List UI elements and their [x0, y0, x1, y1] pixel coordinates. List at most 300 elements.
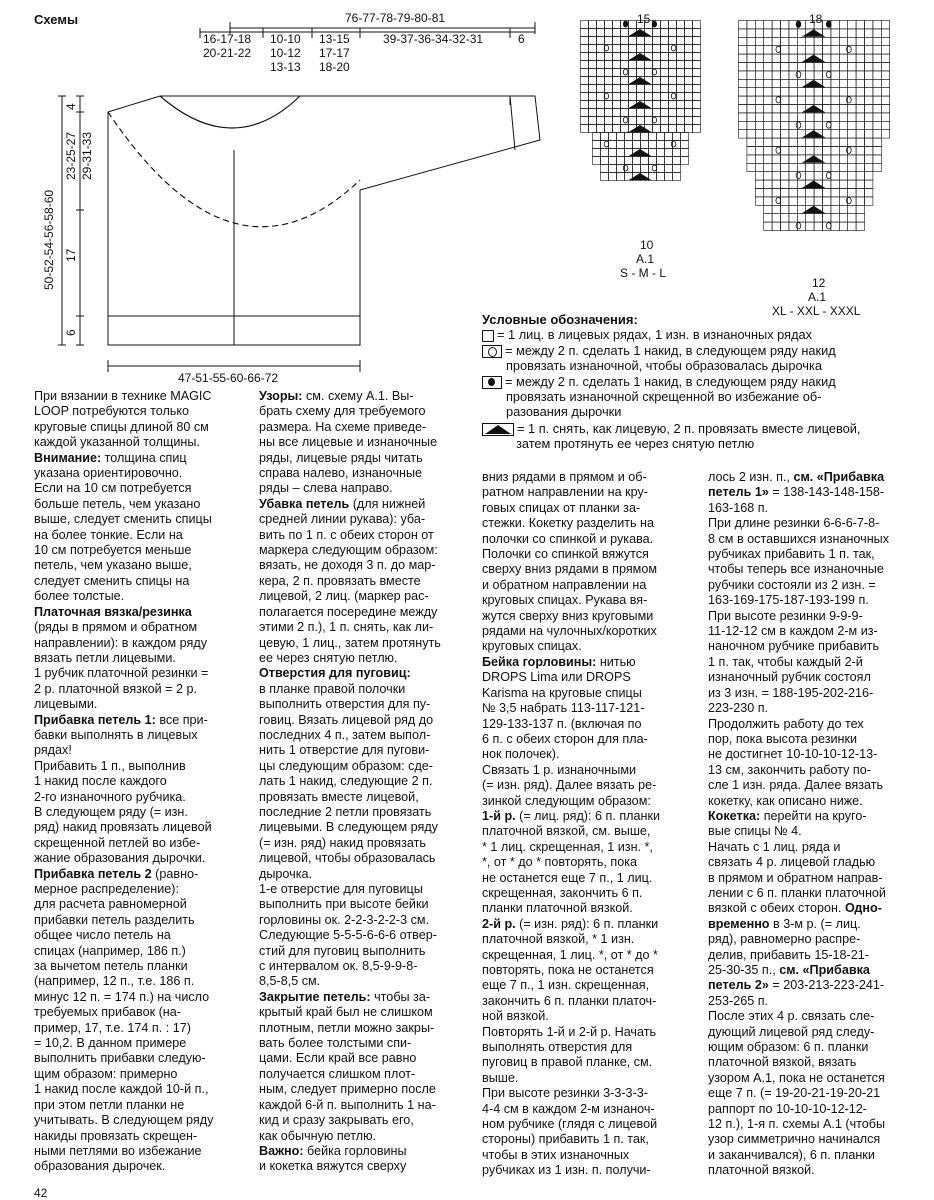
chart-cell	[653, 29, 661, 37]
yarn-over-mark	[652, 69, 656, 75]
chart-cell	[806, 189, 814, 197]
chart-cell	[637, 93, 645, 101]
text-line: При длине резинки 6-6-6-7-8-	[708, 516, 880, 531]
chart-cell	[781, 205, 789, 213]
chart-cell	[589, 85, 597, 93]
text-line: полагается посередине между	[259, 604, 438, 619]
chart-cell	[693, 93, 701, 101]
chart-small-name: A.1	[636, 252, 655, 266]
chart-cell	[848, 180, 856, 188]
text-line: При высоте резинки 9-9-9-	[708, 608, 863, 623]
legend-item-decrease-2: затем протянуть ее через снятую петлю	[516, 436, 755, 451]
chart-cell	[781, 79, 789, 87]
chart-cell	[589, 61, 597, 69]
text-line: После этих 4 р. связать сле-	[708, 1009, 875, 1024]
text-line: скрещенной петлей во избе-	[34, 835, 201, 850]
chart-cell	[831, 197, 839, 205]
chart-cell	[764, 46, 772, 54]
chart-cell	[772, 189, 780, 197]
yarn-over-mark	[671, 141, 675, 147]
text-line: вые спицы № 4.	[708, 824, 802, 839]
text-line: ной вязкой.	[482, 1009, 549, 1024]
chart-large-name: A.1	[808, 290, 827, 304]
square-symbol-icon	[482, 330, 494, 342]
chart-cell	[806, 46, 814, 54]
chart-cell	[831, 37, 839, 45]
chart-cell	[637, 85, 645, 93]
text-line: выполнять отверстия для	[482, 1040, 633, 1055]
text-line: и кокетка вяжутся сверху	[259, 1159, 407, 1174]
chart-cell	[739, 46, 747, 54]
text-line: выполнить при высоте бейки	[259, 897, 429, 912]
chart-cell	[764, 105, 772, 113]
chart-cell	[613, 53, 621, 61]
chart-cell	[823, 163, 831, 171]
chart-cell	[747, 29, 755, 37]
text-line: прибавки петель разделить	[34, 912, 195, 927]
chart-cell	[747, 79, 755, 87]
chart-cell	[865, 180, 873, 188]
decrease-mark	[802, 105, 826, 112]
text-line: минус 12 п. = 174 п.) на число	[34, 989, 210, 1004]
text-line: мерное распределение):	[34, 882, 179, 896]
chart-cell	[764, 197, 772, 205]
yarn-over-mark	[796, 122, 801, 128]
chart-cell	[806, 138, 814, 146]
chart-cell	[772, 172, 780, 180]
yarn-over-mark	[623, 165, 627, 171]
chart-cell	[597, 69, 605, 77]
chart-cell	[661, 93, 669, 101]
chart-cell	[693, 69, 701, 77]
chart-cell	[755, 189, 763, 197]
chart-cell	[601, 133, 609, 141]
yarn-over-mark	[623, 21, 627, 27]
text-line: более толстые.	[34, 589, 125, 604]
text-line: и обратном направлении на	[482, 577, 647, 592]
chart-cell	[669, 29, 677, 37]
text-line: Важно: бейка горловины	[259, 1143, 407, 1158]
text-line: зинкой следующим образом:	[482, 793, 651, 808]
chart-cell	[797, 46, 805, 54]
chart-cell	[772, 155, 780, 163]
chart-cell	[789, 105, 797, 113]
yarn-over-mark	[604, 93, 608, 99]
chart-cell	[669, 69, 677, 77]
text-line: лать 1 накид, следующие 2 п.	[259, 774, 433, 789]
chart-cell	[747, 96, 755, 104]
chart-cell	[823, 147, 831, 155]
chart-cell	[814, 37, 822, 45]
chart-cell	[669, 21, 677, 29]
chart-cell	[609, 141, 617, 149]
text-line: провязать вместе лицевой,	[259, 789, 419, 804]
text-line: ряд), равномерно распре-	[708, 932, 861, 947]
size-seg1: 16-17-18	[203, 32, 252, 46]
chart-cell	[637, 21, 645, 29]
text-line: ратном направлении на кру-	[482, 485, 648, 500]
chart-cell	[856, 29, 864, 37]
chart-cell	[589, 101, 597, 109]
text-line: на более тонкие. Если на	[34, 527, 183, 542]
chart-cell	[681, 157, 689, 165]
chart-cell	[881, 113, 889, 121]
chart-cell	[848, 113, 856, 121]
text-line: (ряды в прямом и обратном	[34, 620, 198, 635]
chart-cell	[589, 93, 597, 101]
legend-text-1: = 1 лиц. в лицевых рядах, 1 изн. в изнаночных рядах	[497, 327, 813, 342]
text-line: 129-133-137 п. (включая по	[482, 716, 642, 731]
text-line: 4-4 см в каждом 2-м изнаноч-	[482, 1101, 655, 1116]
decrease-mark	[802, 29, 826, 36]
text-line: рубчики состояли из 2 изн. =	[708, 577, 876, 592]
text-line: 2 р. платочной вязкой = 2 р.	[34, 681, 197, 696]
chart-cell	[693, 125, 701, 133]
chart-cell	[856, 172, 864, 180]
chart-small-top: 15	[637, 12, 651, 26]
chart-cell	[581, 93, 589, 101]
chart-cell	[657, 141, 665, 149]
chart-cell	[589, 109, 597, 117]
chart-cell	[681, 141, 689, 149]
chart-cell	[831, 130, 839, 138]
chart-cell	[764, 21, 772, 29]
chart-cell	[581, 85, 589, 93]
chart-cell	[865, 163, 873, 171]
text-line: спицах (например, 186 п.)	[34, 943, 186, 958]
text-line: не достигнет 10-10-10-12-13-	[708, 747, 878, 762]
text-line: узором A.1, пока не останется	[708, 1070, 885, 1085]
chart-cell	[848, 121, 856, 129]
chart-cell	[693, 85, 701, 93]
yarn-over-mark	[796, 223, 801, 229]
chart-cell	[685, 109, 693, 117]
chart-cell	[661, 101, 669, 109]
text-line: как обычную петлю.	[259, 1128, 377, 1143]
chart-cell	[613, 101, 621, 109]
chart-cell	[839, 130, 847, 138]
size-left-4: 4	[64, 103, 78, 110]
chart-cell	[781, 163, 789, 171]
chart-cell	[789, 214, 797, 222]
text-line: больше петель, чем указано	[34, 496, 201, 511]
chart-cell	[645, 93, 653, 101]
chart-cell	[848, 130, 856, 138]
chart-cell	[581, 45, 589, 53]
text-line: № 3,5 набрать 113-117-121-	[482, 701, 645, 716]
chart-cell	[661, 85, 669, 93]
text-line: ряды, лицевые ряды читать	[259, 450, 423, 465]
chart-cell	[856, 105, 864, 113]
chart-cell	[797, 197, 805, 205]
chart-cell	[848, 21, 856, 29]
size-left-yoke: 23-25-27	[64, 131, 78, 180]
text-line: Закрытие петель: чтобы за-	[259, 989, 431, 1004]
chart-cell	[581, 29, 589, 37]
chart-cell	[693, 101, 701, 109]
chart-cell	[613, 69, 621, 77]
chart-cell	[856, 205, 864, 213]
chart-cell	[685, 61, 693, 69]
chart-cell	[597, 109, 605, 117]
chart-cell	[881, 71, 889, 79]
text-line: рубчиках прибавить 1 п. так,	[708, 547, 875, 562]
chart-cell	[772, 163, 780, 171]
chart-cell	[848, 214, 856, 222]
size-seg3b: 17-17	[319, 46, 350, 60]
text-line: лицевой, 2 лиц. (маркер рас-	[259, 589, 429, 604]
text-line: рубчиках из 1 изн. п. получи-	[482, 1163, 651, 1178]
chart-cell	[657, 165, 665, 173]
text-line: кера, 2 п. провязать вместе	[259, 573, 421, 588]
chart-cell	[848, 79, 856, 87]
chart-cell	[657, 157, 665, 165]
chart-cell	[581, 125, 589, 133]
chart-cell	[764, 180, 772, 188]
text-line: Прибавка петель 2 (равно-	[34, 866, 199, 881]
chart-cell	[649, 141, 657, 149]
chart-cell	[613, 45, 621, 53]
chart-cell	[673, 157, 681, 165]
chart-cell	[677, 21, 685, 29]
text-line: LOOP потребуются только	[34, 404, 190, 419]
text-line: из 3 изн. = 188-195-202-216-	[708, 685, 874, 700]
decrease-mark	[629, 29, 651, 36]
chart-cell	[747, 163, 755, 171]
chart-cell	[856, 71, 864, 79]
yarn-over-mark	[826, 172, 831, 178]
chart-cell	[839, 88, 847, 96]
chart-cell	[848, 189, 856, 197]
decrease-mark	[629, 77, 651, 84]
chart-cell	[589, 45, 597, 53]
chart-cell	[772, 79, 780, 87]
chart-cell	[806, 214, 814, 222]
chart-cell	[645, 109, 653, 117]
chart-cell	[597, 77, 605, 85]
yarn-over-mark	[796, 172, 801, 178]
chart-cell	[677, 61, 685, 69]
chart-cell	[747, 155, 755, 163]
decrease-mark	[629, 173, 651, 180]
chart-cell	[613, 109, 621, 117]
chart-cell	[581, 117, 589, 125]
chart-cell	[873, 121, 881, 129]
chart-cell	[625, 157, 633, 165]
chart-cell	[755, 172, 763, 180]
chart-cell	[814, 121, 822, 129]
text-line: (= изн. ряд). Далее вязать ре-	[482, 778, 657, 793]
chart-cell	[581, 109, 589, 117]
chart-cell	[645, 37, 653, 45]
chart-cell	[673, 149, 681, 157]
text-line: нить 1 отверстие для пугови-	[259, 743, 430, 758]
chart-cell	[772, 71, 780, 79]
chart-cell	[605, 125, 613, 133]
chart-cell	[685, 93, 693, 101]
chart-cell	[609, 165, 617, 173]
chart-cell	[789, 29, 797, 37]
chart-cell	[856, 21, 864, 29]
chart-cell	[669, 117, 677, 125]
text-line: 2-го изнаночного рубчика.	[34, 789, 186, 804]
chart-cell	[755, 63, 763, 71]
text-line: Убавка петель (для нижней	[259, 496, 426, 511]
chart-cell	[848, 71, 856, 79]
chart-cell	[781, 172, 789, 180]
chart-cell	[617, 157, 625, 165]
yarn-over-mark	[671, 45, 675, 51]
chart-cell	[677, 101, 685, 109]
text-line: выполнить прибавки следую-	[34, 1051, 206, 1066]
chart-cell	[739, 21, 747, 29]
chart-cell	[755, 163, 763, 171]
legend-item-knit	[482, 327, 922, 342]
chart-cell	[601, 149, 609, 157]
chart-cell	[797, 214, 805, 222]
chart-cell	[873, 21, 881, 29]
text-line: 1 накид после каждого	[34, 774, 167, 789]
yarn-over-mark	[652, 117, 656, 123]
chart-cell	[789, 138, 797, 146]
chart-cell	[597, 53, 605, 61]
text-line: 1-е отверстие для пуговицы	[259, 882, 423, 896]
chart-cell	[781, 189, 789, 197]
chart-cell	[613, 61, 621, 69]
chart-cell	[681, 133, 689, 141]
text-line: Karisma на круговые спицы	[482, 685, 642, 700]
yarn-over-mark	[826, 122, 831, 128]
chart-cell	[589, 29, 597, 37]
size-seg3c: 18-20	[319, 60, 350, 74]
text-line: и заканчивался), 6 п. планки	[708, 1147, 875, 1162]
chart-cell	[831, 96, 839, 104]
chart-cell	[814, 214, 822, 222]
chart-cell	[621, 77, 629, 85]
legend-title: Условные обозначения:	[482, 312, 638, 327]
chart-cell	[873, 105, 881, 113]
chart-cell	[873, 29, 881, 37]
chart-cell	[747, 71, 755, 79]
text-line: При высоте резинки 3-3-3-3-	[482, 1086, 648, 1101]
decrease-mark	[629, 125, 651, 132]
chart-cell	[814, 96, 822, 104]
text-line: с интервалом ок. 8,5-9-9-8-	[259, 959, 418, 974]
chart-cell	[673, 133, 681, 141]
text-line: лицевыми.	[34, 697, 98, 712]
chart-cell	[772, 21, 780, 29]
text-line: чтобы теперь все изнаночные	[708, 562, 884, 577]
chart-cell	[806, 197, 814, 205]
chart-cell	[789, 79, 797, 87]
chart-cell	[772, 214, 780, 222]
size-seg5: 6	[518, 32, 525, 46]
chart-cell	[839, 63, 847, 71]
text-line: брать схему для требуемого	[259, 404, 426, 419]
chart-cell	[601, 173, 609, 181]
yarn-over-mark	[671, 93, 675, 99]
chart-cell	[641, 157, 649, 165]
chart-cell	[848, 29, 856, 37]
yarn-over-mark	[776, 97, 781, 103]
yarn-over-mark	[604, 141, 608, 147]
chart-cell	[747, 130, 755, 138]
text-line: Платочная вязка/резинка	[34, 604, 192, 619]
text-line: 223-230 п.	[708, 701, 769, 716]
chart-cell	[653, 53, 661, 61]
text-line: маркера следующим образом:	[259, 543, 438, 558]
chart-cell	[806, 163, 814, 171]
chart-cell	[581, 61, 589, 69]
chart-cell	[597, 117, 605, 125]
chart-cell	[685, 101, 693, 109]
yarn-over-mark	[604, 45, 608, 51]
yarn-over-mark	[796, 71, 801, 77]
chart-cell	[865, 88, 873, 96]
chart-cell	[831, 113, 839, 121]
chart-cell	[661, 29, 669, 37]
chart-cell	[831, 155, 839, 163]
text-line: чтобы в этих изнаночных	[482, 1147, 630, 1162]
text-line: последних 4 п., затем выпол-	[259, 727, 431, 742]
chart-cell	[653, 77, 661, 85]
text-line: жутся сверху вниз круговыми	[482, 608, 654, 623]
chart-cell	[873, 113, 881, 121]
chart-cell	[856, 79, 864, 87]
chart-cell	[609, 149, 617, 157]
yarn-over-mark	[623, 117, 627, 123]
decrease-mark	[629, 101, 651, 108]
chart-cell	[755, 113, 763, 121]
chart-cell	[848, 172, 856, 180]
chart-cell	[814, 222, 822, 230]
text-line: говиц. Вязать лицевой ряд до	[259, 712, 434, 727]
chart-cell	[772, 138, 780, 146]
text-line: временно в 3-м р. (= лиц.	[708, 916, 861, 931]
chart-cell	[653, 37, 661, 45]
chart-cell	[605, 77, 613, 85]
chart-cell	[814, 46, 822, 54]
chart-cell	[605, 37, 613, 45]
size-seg2: 10-10	[270, 32, 301, 46]
text-line: 13 см, закончить работу по-	[708, 762, 871, 777]
chart-cell	[755, 21, 763, 29]
chart-cell	[823, 46, 831, 54]
chart-cell	[781, 180, 789, 188]
chart-cell	[661, 125, 669, 133]
chart-cell	[621, 101, 629, 109]
chart-cell	[755, 79, 763, 87]
chart-cell	[856, 180, 864, 188]
text-line: лицевыми. В следующем ряду	[259, 820, 438, 835]
chart-cell	[617, 141, 625, 149]
text-line: следует сменить спицы на	[34, 573, 190, 588]
chart-cell	[645, 85, 653, 93]
chart-cell	[797, 88, 805, 96]
chart-cell	[781, 130, 789, 138]
chart-cell	[831, 54, 839, 62]
chart-cell	[772, 63, 780, 71]
chart-cell	[781, 54, 789, 62]
chart-cell	[661, 61, 669, 69]
size-seg1b: 20-21-22	[203, 46, 252, 60]
chart-cell	[764, 96, 772, 104]
chart-cell	[605, 101, 613, 109]
chart-cell	[831, 121, 839, 129]
chart-cell	[629, 85, 637, 93]
chart-cell	[764, 205, 772, 213]
chart-cell	[856, 46, 864, 54]
